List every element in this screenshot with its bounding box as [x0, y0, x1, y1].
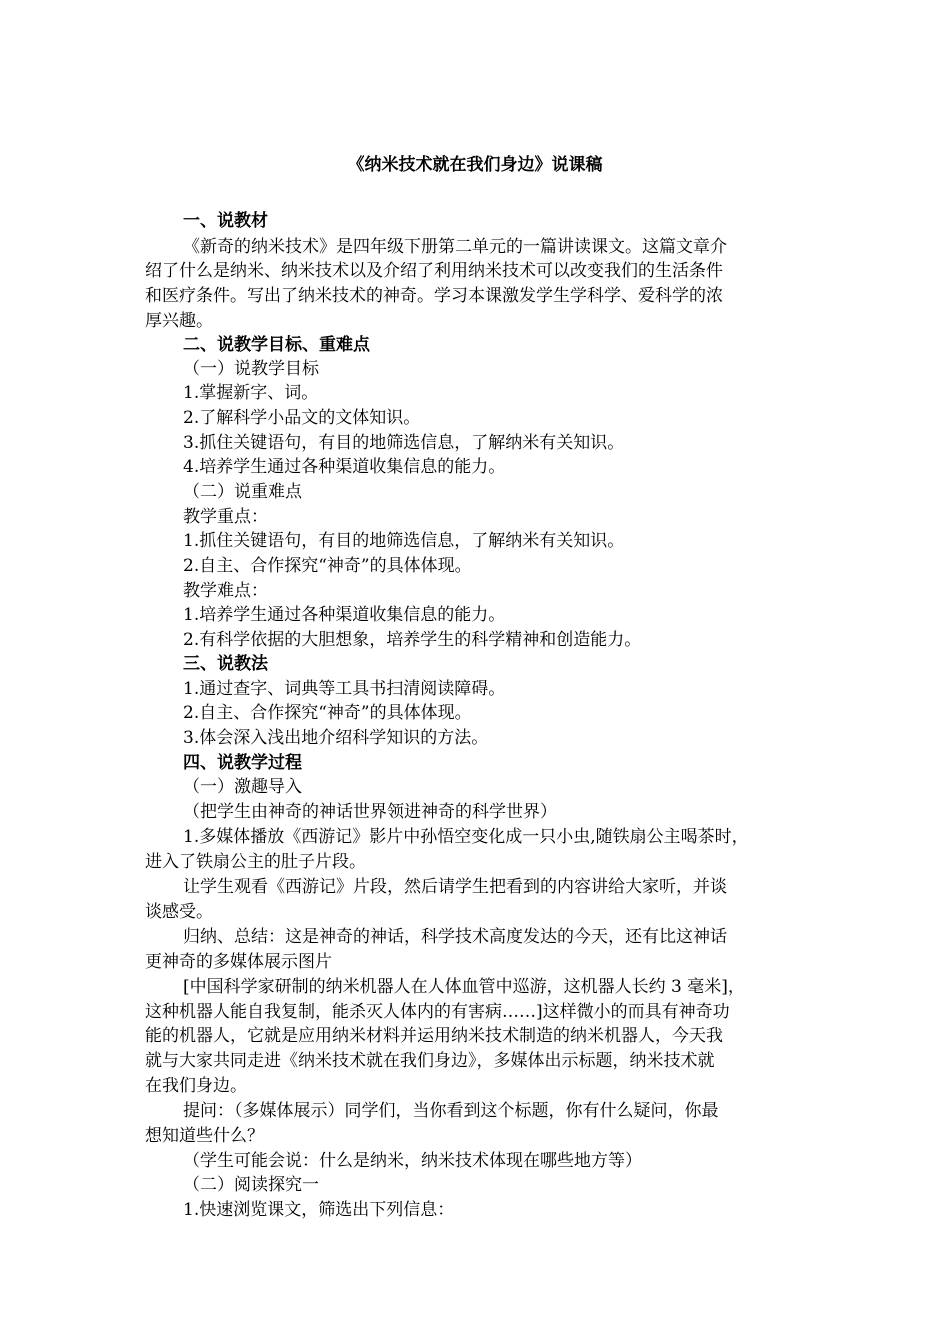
paragraph-line: （学生可能会说：什么是纳米，纳米技术体现在哪些地方等） [183, 1151, 642, 1171]
paragraph-line: 更神奇的多媒体展示图片 [145, 952, 332, 972]
paragraph-line: 厚兴趣。 [145, 311, 213, 331]
paragraph-line: 和医疗条件。写出了纳米技术的神奇。学习本课激发学生学科学、爱科学的浓 [145, 286, 723, 306]
paragraph-line: 1.培养学生通过各种渠道收集信息的能力。 [183, 605, 506, 625]
paragraph-line: 2.自主、合作探究“神奇”的具体体现。 [183, 703, 472, 723]
section-heading: 一、说教材 [183, 211, 268, 231]
paragraph-line: 归纳、总结：这是神奇的神话，科学技术高度发达的今天，还有比这神话 [183, 927, 727, 947]
paragraph-line: 1.多媒体播放《西游记》影片中孙悟空变化成一只小虫,随铁扇公主喝茶时， [183, 827, 749, 847]
paragraph-line: （二）阅读探究一 [183, 1175, 319, 1195]
paragraph-line: 提问：（多媒体展示）同学们，当你看到这个标题，你有什么疑问，你最 [183, 1101, 719, 1121]
document-title: 《纳米技术就在我们身边》说课稿 [347, 155, 603, 175]
section-heading: 二、说教学目标、重难点 [183, 335, 370, 355]
paragraph-line: （一）激趣导入 [183, 777, 302, 797]
paragraph-line: 教学重点： [183, 507, 268, 527]
paragraph-line: 绍了什么是纳米、纳米技术以及介绍了利用纳米技术可以改变我们的生活条件 [145, 261, 723, 281]
paragraph-line: 3.抓住关键语句，有目的地筛选信息，了解纳米有关知识。 [183, 433, 625, 453]
paragraph-line: 就与大家共同走进《纳米技术就在我们身边》，多媒体出示标题，纳米技术就 [145, 1051, 715, 1071]
paragraph-line: （把学生由神奇的神话世界领进神奇的科学世界） [183, 802, 557, 822]
paragraph-line: 谈感受。 [145, 902, 213, 922]
paragraph-line: 2.有科学依据的大胆想象，培养学生的科学精神和创造能力。 [183, 630, 642, 650]
paragraph-line: 1.掌握新字、词。 [183, 383, 319, 403]
paragraph-line: 教学难点： [183, 581, 268, 601]
paragraph-line: 这种机器人能自我复制，能杀灭人体内的有害病……]这样微小的而具有神奇功 [145, 1002, 730, 1022]
paragraph-line: 1.快速浏览课文，筛选出下列信息： [183, 1200, 455, 1220]
paragraph-line: 让学生观看《西游记》片段，然后请学生把看到的内容讲给大家听，并谈 [183, 877, 727, 897]
paragraph-line: （一）说教学目标 [183, 359, 319, 379]
paragraph-line: 2.了解科学小品文的文体知识。 [183, 408, 421, 428]
paragraph-line: 4.培养学生通过各种渠道收集信息的能力。 [183, 457, 506, 477]
paragraph-line: 想知道些什么？ [145, 1126, 264, 1146]
paragraph-line: 能的机器人，它就是应用纳米材料并运用纳米技术制造的纳米机器人，今天我 [145, 1026, 723, 1046]
paragraph-line: 2.自主、合作探究“神奇”的具体体现。 [183, 556, 472, 576]
paragraph-line: 进入了铁扇公主的肚子片段。 [145, 852, 366, 872]
paragraph-line: （二）说重难点 [183, 482, 302, 502]
paragraph-line: [中国科学家研制的纳米机器人在人体血管中巡游，这机器人长约 3 毫米]， [183, 977, 745, 997]
paragraph-line: 3.体会深入浅出地介绍科学知识的方法。 [183, 728, 489, 748]
paragraph-line: 《新奇的纳米技术》是四年级下册第二单元的一篇讲读课文。这篇文章介 [183, 237, 727, 257]
section-heading: 三、说教法 [183, 654, 268, 674]
paragraph-line: 1.通过查字、词典等工具书扫清阅读障碍。 [183, 679, 506, 699]
section-heading: 四、说教学过程 [183, 753, 302, 773]
paragraph-line: 在我们身边。 [145, 1076, 247, 1096]
paragraph-line: 1.抓住关键语句，有目的地筛选信息，了解纳米有关知识。 [183, 531, 625, 551]
